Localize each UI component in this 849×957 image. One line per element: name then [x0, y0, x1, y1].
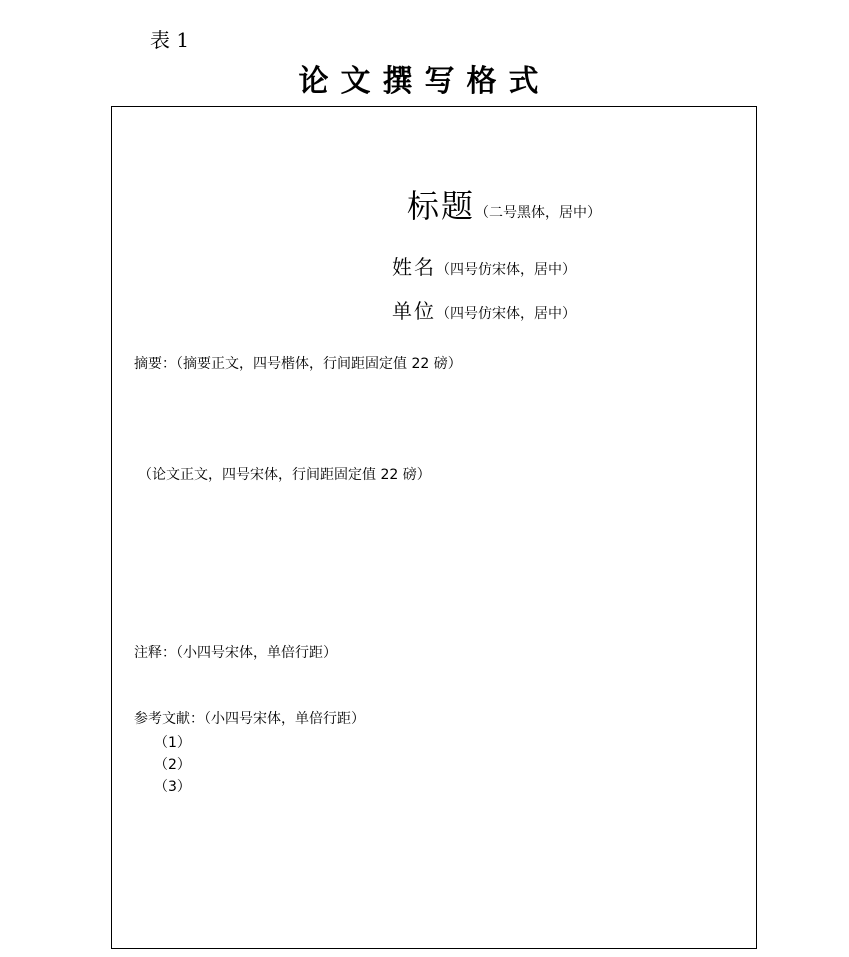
reference-item: （1） [154, 735, 191, 751]
document-heading: 论文撰写格式 [298, 64, 551, 99]
abstract-line: 摘要：（摘要正文，四号楷体，行间距固定值 22 磅） [134, 356, 462, 372]
paper-format-frame [111, 106, 757, 949]
name-line [112, 251, 756, 280]
unit-char-2: 位 [414, 299, 436, 323]
reference-item: （3） [154, 779, 191, 795]
unit-line [112, 295, 756, 324]
table-label: 表 1 [150, 28, 190, 52]
unit-char-1: 单 [392, 299, 414, 323]
title-char-2: 题 [441, 187, 476, 225]
name-char-2: 名 [414, 255, 436, 279]
unit-format-note: （四号仿宋体，居中） [436, 306, 576, 322]
title-format-note: （二号黑体，居中） [475, 205, 602, 221]
notes-line: 注释：（小四号宋体，单倍行距） [134, 645, 337, 661]
references-label: 参考文献：（小四号宋体，单倍行距） [134, 711, 365, 727]
name-format-note: （四号仿宋体，居中） [436, 262, 576, 278]
body-text-line: （论文正文，四号宋体，行间距固定值 22 磅） [138, 467, 431, 483]
name-char-1: 姓 [392, 255, 414, 279]
reference-item: （2） [154, 757, 191, 773]
title-line [112, 181, 756, 227]
title-char-1: 标 [406, 187, 441, 225]
